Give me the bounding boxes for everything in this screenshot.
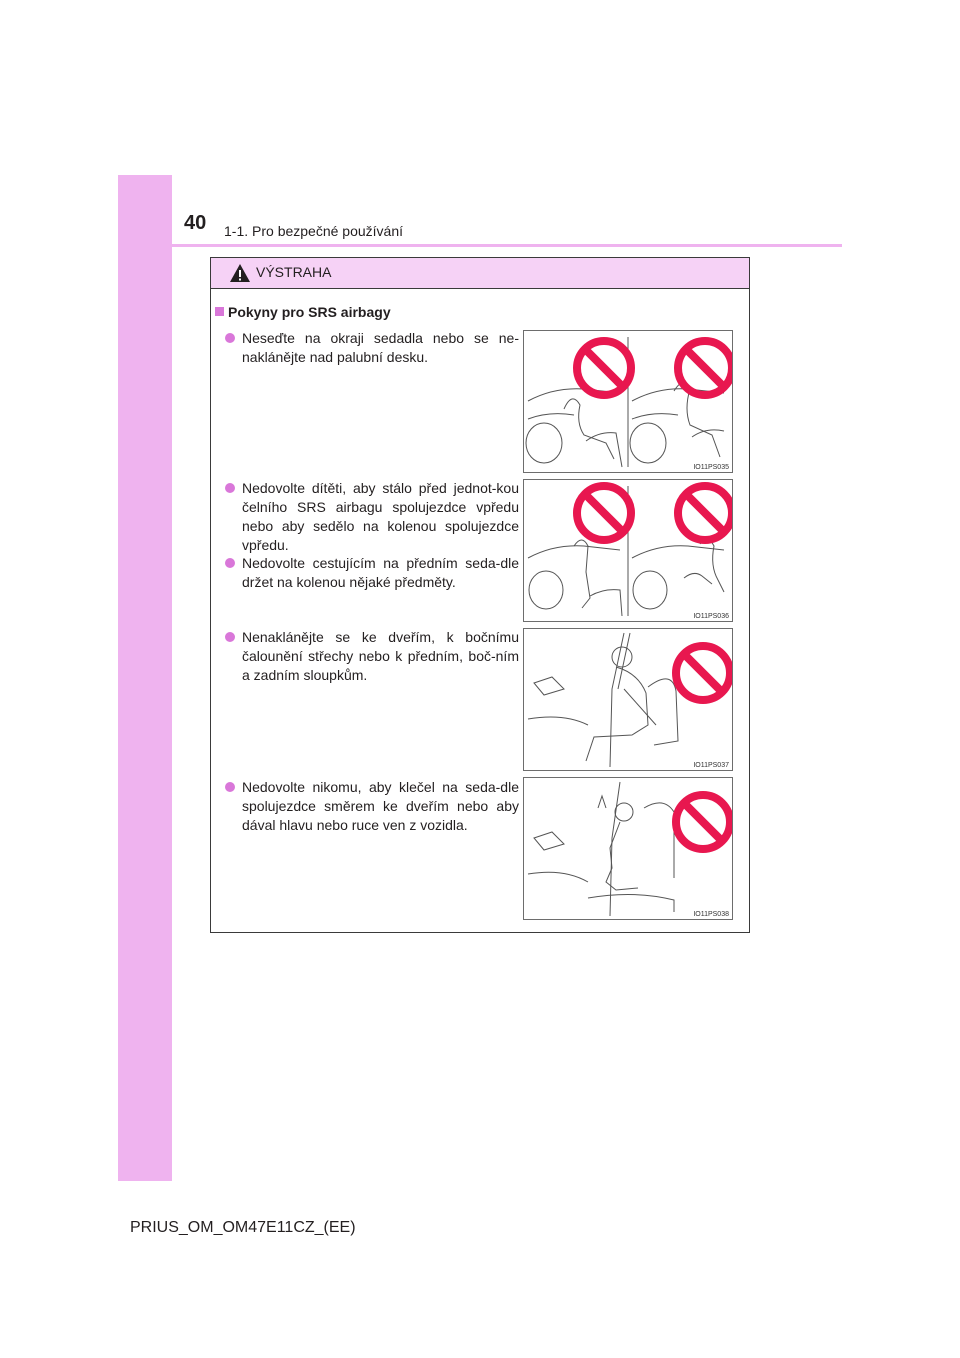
illustration-kneeling bbox=[523, 777, 733, 920]
illustration-leaning-door bbox=[523, 628, 733, 771]
prohibition-icon bbox=[678, 486, 732, 540]
warning-item-text: Neseďte na okraji sedadla nebo se ne-naklánějte nad palubní desku. bbox=[242, 330, 519, 365]
section-title: 1-1. Pro bezpečné používání bbox=[224, 223, 404, 239]
topic-heading-text: Pokyny pro SRS airbagy bbox=[228, 304, 391, 320]
illustration-drawing bbox=[524, 331, 732, 472]
illustration-passenger-leaning bbox=[523, 330, 733, 473]
warning-item bbox=[225, 479, 519, 555]
warning-title: VÝSTRAHA bbox=[256, 264, 332, 280]
topic-heading bbox=[215, 305, 391, 319]
warning-item bbox=[225, 554, 519, 592]
warning-item-text: Nenaklánějte se ke dveřím, k bočnímu čalounění střechy nebo k předním, boč-ním a zadním sloupkům. bbox=[242, 629, 519, 683]
document-code: PRIUS_OM_OM47E11CZ_(EE) bbox=[130, 1219, 356, 1236]
prohibition-icon bbox=[678, 341, 732, 395]
warning-box bbox=[210, 257, 750, 933]
figure-code: IO11PS036 bbox=[693, 613, 729, 620]
bullet-dot-icon bbox=[225, 558, 235, 568]
bullet-dot-icon bbox=[225, 333, 235, 343]
illustration-child-standing bbox=[523, 479, 733, 622]
bullet-dot-icon bbox=[225, 483, 235, 493]
bullet-dot-icon bbox=[225, 632, 235, 642]
warning-item bbox=[225, 329, 519, 367]
figure-code: IO11PS037 bbox=[693, 762, 729, 769]
illustration-drawing bbox=[524, 629, 732, 770]
illustration-drawing bbox=[524, 480, 732, 621]
prohibition-icon bbox=[577, 486, 631, 540]
warning-item bbox=[225, 628, 519, 685]
page-number: 40 bbox=[184, 212, 207, 234]
figure-code: IO11PS038 bbox=[693, 911, 729, 918]
warning-triangle-icon bbox=[229, 263, 251, 283]
bullet-dot-icon bbox=[225, 782, 235, 792]
prohibition-icon bbox=[676, 646, 730, 700]
warning-header bbox=[211, 258, 749, 289]
prohibition-icon bbox=[676, 795, 730, 849]
prohibition-icon bbox=[577, 341, 631, 395]
warning-item-text: Nedovolte cestujícím na předním seda-dle držet na kolenou nějaké předměty. bbox=[242, 555, 519, 590]
warning-item-text: Nedovolte nikomu, aby klečel na seda-dle spolujezdce směrem ke dveřím nebo aby dával hlavu nebo ruce ven z vozidla. bbox=[242, 779, 519, 833]
side-tab bbox=[118, 175, 172, 1181]
illustration-drawing bbox=[524, 778, 732, 919]
warning-item-text: Nedovolte dítěti, aby stálo před jednot-kou čelního SRS airbagu spolujezdce vpředu nebo aby sedělo na kolenou spolujezdce vpředu. bbox=[242, 480, 519, 553]
header-rule bbox=[118, 244, 842, 247]
square-bullet-icon bbox=[215, 307, 224, 316]
figure-code: IO11PS035 bbox=[693, 464, 729, 471]
warning-item bbox=[225, 778, 519, 835]
